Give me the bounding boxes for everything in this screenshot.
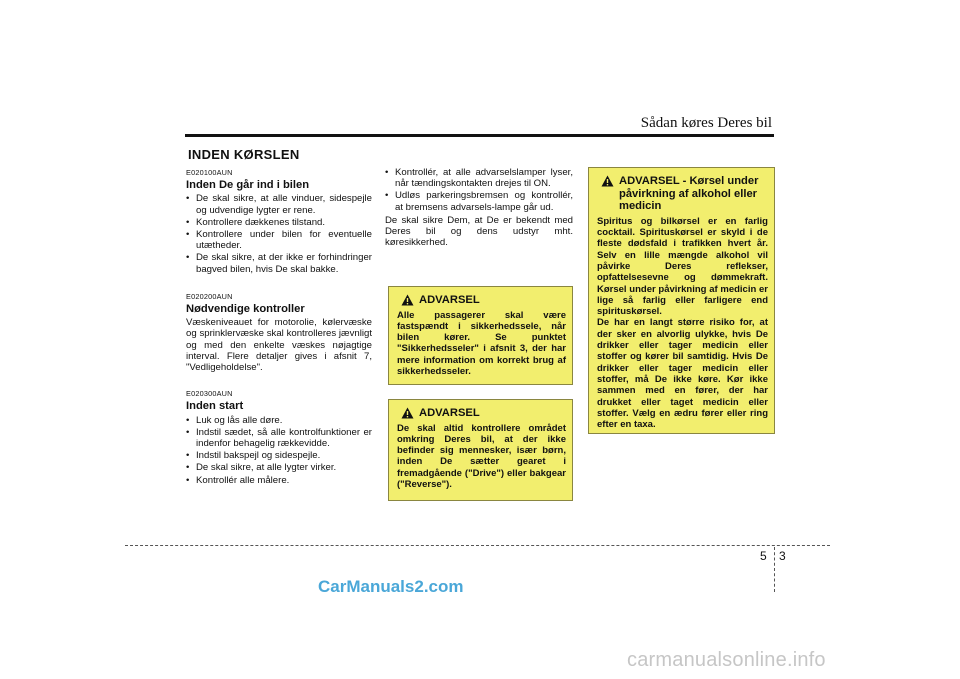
- section-code: E020100AUN: [186, 168, 233, 177]
- warning-triangle-icon: [401, 294, 414, 306]
- list-item: • Kontrollér alle målere.: [186, 475, 372, 486]
- bullet-list: [385, 167, 573, 213]
- list-item: • Kontrollere under bilen for eventuelle utætheder.: [186, 229, 372, 251]
- warning-box-seatbelt: [388, 286, 573, 385]
- warning-text: Alle passagerer skal være fastspændt i sikkerhedssele, når bilen kører. Se punktet "Sikkerhedsseler" i afsnit 3, der har mere information om korrekt brug af sikkerhedsseler.: [397, 309, 566, 378]
- warning-triangle-icon: [401, 407, 414, 419]
- bullet-list: [186, 193, 372, 274]
- warning-box-surroundings: [388, 399, 573, 501]
- watermark-carmanuals2[interactable]: CarManuals2.com: [318, 577, 464, 596]
- section-title: INDEN KØRSLEN: [188, 147, 300, 162]
- warning-text: De har en langt større risiko for, at der sker en alvorlig ulykke, hvis De drikker eller tager medicin eller stoffer og kører bil samtidig. Hvis De drikker eller tager medicin eller stoffer, må De ikke køre. Kør ikke sammen med en fører, der har drukket eller taget medicin eller stoffer. Vælg en ædru fører eller ring efter en taxa.: [597, 317, 768, 431]
- left-column: [186, 167, 372, 487]
- chapter-title: Sådan køres Deres bil: [640, 115, 772, 131]
- list-item: • De skal sikre, at alle lygter virker.: [186, 462, 372, 473]
- warning-triangle-icon: [601, 175, 614, 187]
- warning-text: De skal altid kontrollere området omkring Deres bil, at der ikke befinder sig mennesker, især børn, inden De sætter gearet i fremadgående ("Drive") eller bakgear ("Reverse").: [397, 422, 566, 491]
- section-code: E020300AUN: [186, 389, 233, 399]
- section-code: E020200AUN: [186, 291, 233, 301]
- page-number: 3: [779, 549, 786, 563]
- warning-title: ADVARSEL: [419, 294, 480, 306]
- warning-box-alcohol: [588, 167, 775, 434]
- bottom-rule: [125, 545, 830, 546]
- list-item: • Indstil sædet, så alle kontrolfunktioner er indenfor behagelig rækkevidde.: [186, 427, 372, 449]
- list-item: • De skal sikre, at der ikke er forhindringer bagved bilen, hvis De skal bakke.: [186, 252, 372, 274]
- section-heading: Inden start: [186, 400, 244, 413]
- watermark-carmanualsonline[interactable]: carmanualsonline.info: [627, 649, 826, 671]
- list-item: • Kontrollere dækkenes tilstand.: [186, 217, 372, 228]
- page-chapter-number: 5: [760, 549, 767, 563]
- warning-title: ADVARSEL - Kørsel under påvirkning af alkohol eller medicin: [619, 175, 759, 213]
- section-heading: Inden De går ind i bilen: [186, 179, 310, 192]
- list-item: • Indstil bakspejl og sidespejle.: [186, 450, 372, 461]
- list-item: • Kontrollér, at alle advarselslamper lyser, når tændingskontakten drejes til ON.: [385, 167, 573, 189]
- top-rule: [185, 134, 774, 137]
- section-heading: Nødvendige kontroller: [186, 303, 305, 316]
- warning-title: ADVARSEL: [419, 407, 480, 419]
- body-text: De skal sikre Dem, at De er bekendt med Deres bil og dens udstyr mht. køresikkerhed.: [385, 214, 573, 249]
- warning-text: Spiritus og bilkørsel er en farlig cocktail. Spirituskørsel er skyld i de fleste dødsfald i trafikken hvert år. Selv en lille mængde alkohol vil påvirke Deres reflekser, opfattelsesevne og dømmekraft. Kørsel under påvirkning af medicin er lige så farlig eller farligere end spirituskørsel.: [597, 215, 768, 318]
- list-item: • De skal sikre, at alle vinduer, sidespejle og udvendige lygter er rene.: [186, 193, 372, 215]
- list-item: • Udløs parkeringsbremsen og kontrollér, at bremsens advarsels-lampe går ud.: [385, 190, 573, 212]
- page-separator: [774, 547, 775, 592]
- body-text: Væskeniveauet for motorolie, kølervæske og sprinklervæske skal kontrolleres jævnligt og med den enkelte væskes nøjagtige interval. Flere detaljer gives i afsnit 7, "Vedligeholdelse".: [186, 317, 372, 374]
- middle-column: [385, 167, 573, 248]
- bullet-list: [186, 415, 372, 486]
- list-item: • Luk og lås alle døre.: [186, 415, 372, 426]
